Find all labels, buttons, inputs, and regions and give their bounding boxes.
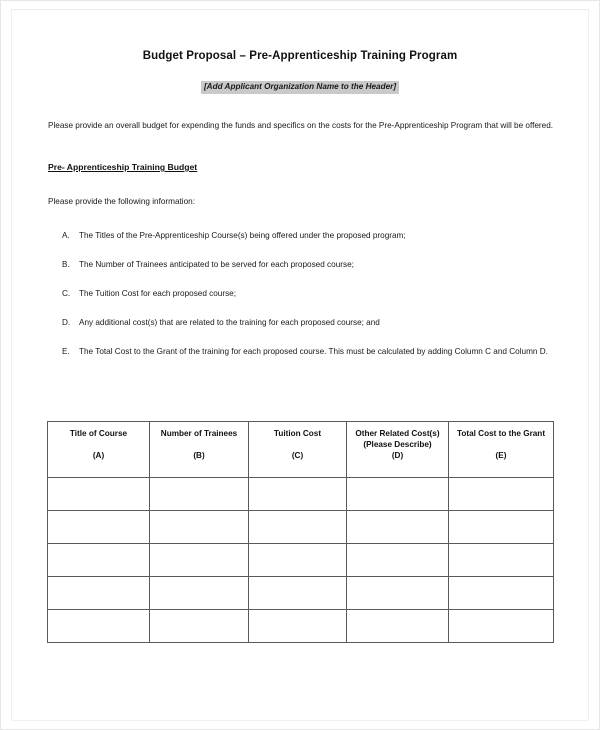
list-item-marker: D. — [62, 317, 71, 327]
table-cell[interactable] — [347, 478, 449, 511]
column-header-label: Total Cost to the Grant — [456, 429, 546, 438]
table-cell[interactable] — [48, 544, 150, 577]
list-item-text: The Number of Trainees anticipated to be served for each proposed course; — [79, 259, 354, 269]
list-item-marker: E. — [62, 346, 70, 356]
table-column-header-other-related-costs — [347, 422, 449, 478]
table-row — [48, 511, 554, 544]
table-cell[interactable] — [150, 544, 249, 577]
table-cell[interactable] — [449, 610, 554, 643]
column-header-label: Number of Trainees — [160, 429, 238, 438]
budget-table-container — [47, 421, 553, 643]
list-item-marker: A. — [62, 230, 70, 240]
table-cell[interactable] — [150, 610, 249, 643]
column-header-letter: (E) — [495, 451, 507, 461]
section-heading-label: Pre- Apprenticeship Training Budget — [48, 162, 198, 173]
column-header-letter: (C) — [291, 451, 304, 461]
table-column-header-number-of-trainees — [150, 422, 249, 478]
table-cell[interactable] — [449, 544, 554, 577]
column-header-label: Title of Course — [69, 429, 128, 438]
document-content — [37, 49, 563, 375]
table-cell[interactable] — [48, 478, 150, 511]
intro-paragraph: Please provide an overall budget for expending the funds and specifics on the costs for the Pre-Apprenticeship Program that will be offered. — [48, 121, 554, 131]
column-header-sublabel: (Please Describe) — [363, 440, 432, 450]
page-title: Budget Proposal – Pre-Apprenticeship Training Program — [142, 50, 458, 62]
table-cell[interactable] — [347, 610, 449, 643]
table-cell[interactable] — [249, 478, 347, 511]
table-cell[interactable] — [150, 577, 249, 610]
list-item-marker: C. — [62, 288, 71, 298]
table-row — [48, 544, 554, 577]
header-instruction-highlight: [Add Applicant Organization Name to the Header] — [201, 81, 399, 94]
table-cell[interactable] — [249, 544, 347, 577]
budget-table — [47, 421, 554, 643]
table-cell[interactable] — [249, 511, 347, 544]
requirements-list — [37, 230, 563, 357]
table-body — [48, 478, 554, 643]
table-row — [48, 577, 554, 610]
table-cell[interactable] — [150, 478, 249, 511]
list-item — [62, 346, 563, 357]
table-cell[interactable] — [249, 577, 347, 610]
table-cell[interactable] — [347, 511, 449, 544]
list-item — [62, 259, 563, 270]
subtitle-container — [37, 76, 563, 94]
list-item — [62, 317, 563, 328]
list-item-text: Any additional cost(s) that are related to the training for each proposed course; and — [79, 317, 380, 327]
table-header-row — [48, 422, 554, 478]
table-cell[interactable] — [449, 511, 554, 544]
section-heading — [37, 162, 563, 172]
lead-in-text: Please provide the following information: — [48, 197, 196, 207]
table-cell[interactable] — [347, 577, 449, 610]
table-cell[interactable] — [449, 478, 554, 511]
table-column-header-total-cost-to-the-grant — [449, 422, 554, 478]
list-item-text: The Tuition Cost for each proposed course; — [79, 288, 237, 298]
column-header-label: Other Related Cost(s) — [355, 429, 440, 438]
table-cell[interactable] — [150, 511, 249, 544]
list-item-text: The Total Cost to the Grant of the training for each proposed course. This must be calculated by adding Column C and Column D. — [79, 346, 548, 356]
table-cell[interactable] — [347, 544, 449, 577]
table-cell[interactable] — [48, 610, 150, 643]
table-cell[interactable] — [249, 610, 347, 643]
table-row — [48, 478, 554, 511]
column-header-letter: (D) — [391, 451, 404, 461]
table-column-header-tuition-cost — [249, 422, 347, 478]
list-item — [62, 288, 563, 299]
list-item-text: The Titles of the Pre-Apprenticeship Course(s) being offered under the proposed program; — [79, 230, 406, 240]
column-header-letter: (A) — [92, 451, 105, 461]
table-column-header-title-of-course — [48, 422, 150, 478]
table-row — [48, 610, 554, 643]
column-header-letter: (B) — [193, 451, 205, 461]
table-cell[interactable] — [449, 577, 554, 610]
table-cell[interactable] — [48, 511, 150, 544]
column-header-label: Tuition Cost — [273, 429, 322, 438]
list-item — [62, 230, 563, 241]
list-item-marker: B. — [62, 259, 70, 269]
table-cell[interactable] — [48, 577, 150, 610]
